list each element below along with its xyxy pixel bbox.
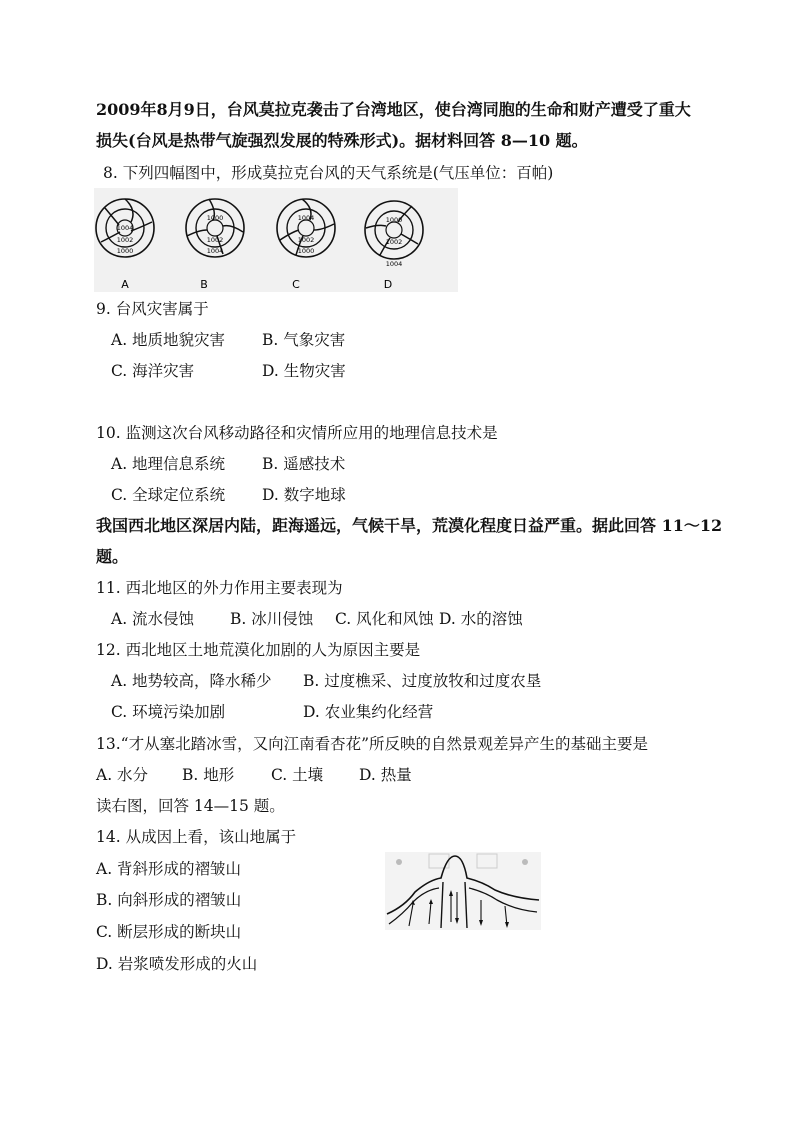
question-9-option-b: B. 气象灾害: [262, 331, 346, 349]
question-10-option-d: D. 数字地球: [262, 486, 346, 504]
question-11-option-d: D. 水的溶蚀: [439, 610, 523, 628]
diagram-d-middle: 1002: [385, 238, 403, 246]
question-10-option-a: A. 地理信息系统: [111, 455, 226, 473]
diagram-a-outer: 1000: [116, 247, 134, 255]
question-13-stem: 13.“才从塞北踏冰雪，又向江南看杏花”所反映的自然景观差异产生的基础主要是: [96, 735, 649, 753]
question-8-stem: 8. 下列四幅图中，形成莫拉克台风的天气系统是(气压单位：百帕): [103, 164, 554, 182]
diagram-d: [365, 201, 423, 268]
intro-northwest-line2: 题。: [96, 547, 129, 566]
question-9-option-c: C. 海洋灾害: [111, 362, 195, 380]
intro-typhoon-line2: 损失(台风是热带气旋强烈发展的特殊形式)。据材料回答 8—10 题。: [96, 131, 588, 150]
diagram-b: [186, 199, 244, 257]
diagram-a-middle: 1002: [116, 236, 134, 244]
question-12-option-d: D. 农业集约化经营: [303, 703, 434, 721]
question-11-stem: 11. 西北地区的外力作用主要表现为: [96, 579, 343, 597]
question-9-stem: 9. 台风灾害属于: [96, 300, 209, 318]
intro-typhoon-line1: 2009年8月9日，台风莫拉克袭击了台湾地区，使台湾同胞的生命和财产遭受了重大: [96, 100, 691, 119]
diagram-label-b: B: [200, 278, 208, 291]
question-12-option-a: A. 地势较高，降水稀少: [111, 672, 272, 690]
question-14-option-c: C. 断层形成的断块山: [96, 923, 242, 941]
question-12-option-b: B. 过度樵采、过度放牧和过度农垦: [303, 672, 542, 690]
diagram-a-inner: 1004: [116, 224, 134, 232]
diagram-label-c: C: [292, 278, 300, 291]
diagram-c-inner: 1004: [297, 214, 315, 222]
diagram-d-outer: 1004: [385, 260, 403, 268]
diagram-label-d: D: [383, 278, 393, 291]
question-14-option-b: B. 向斜形成的褶皱山: [96, 891, 242, 909]
question-13-option-d: D. 热量: [359, 766, 412, 784]
question-9-option-a: A. 地质地貌灾害: [111, 331, 226, 349]
question-11-option-a: A. 流水侵蚀: [111, 610, 195, 628]
diagram-b-inner: 1000: [206, 214, 224, 222]
question-14-option-d: D. 岩浆喷发形成的火山: [96, 955, 258, 973]
diagram-d-inner: 1000: [385, 216, 403, 224]
intro-figure-line: 读右图，回答 14—15 题。: [96, 797, 285, 815]
question-13-option-a: A. 水分: [96, 766, 149, 784]
question-10-option-c: C. 全球定位系统: [111, 486, 226, 504]
question-13-option-b: B. 地形: [182, 766, 235, 784]
question-11-option-b: B. 冰川侵蚀: [230, 610, 314, 628]
question-12-stem: 12. 西北地区土地荒漠化加剧的人为原因主要是: [96, 641, 421, 659]
question-14-option-a: A. 背斜形成的褶皱山: [96, 860, 242, 878]
pressure-system-figure: [94, 188, 458, 292]
diagram-label-a: A: [121, 278, 129, 291]
diagram-a: [96, 199, 154, 257]
question-11-option-c: C. 风化和风蚀: [335, 610, 434, 628]
question-10-option-b: B. 遥感技术: [262, 455, 346, 473]
diagram-b-middle: 1002: [206, 236, 224, 244]
question-10-stem: 10. 监测这次台风移动路径和灾情所应用的地理信息技术是: [96, 424, 498, 442]
question-9-option-d: D. 生物灾害: [262, 362, 346, 380]
question-14-stem: 14. 从成因上看，该山地属于: [96, 828, 297, 846]
diagram-b-outer: 1004: [206, 247, 224, 255]
diagram-c-outer: 1000: [297, 247, 315, 255]
diagram-c: [277, 199, 335, 257]
intro-northwest-line1: 我国西北地区深居内陆，距海遥远，气候干旱，荒漠化程度日益严重。据此回答 11～12: [96, 516, 723, 535]
diagram-c-middle: 1002: [297, 236, 315, 244]
question-12-option-c: C. 环境污染加剧: [111, 703, 226, 721]
question-13-option-c: C. 土壤: [271, 766, 324, 784]
mountain-cross-section-figure: [385, 852, 541, 930]
